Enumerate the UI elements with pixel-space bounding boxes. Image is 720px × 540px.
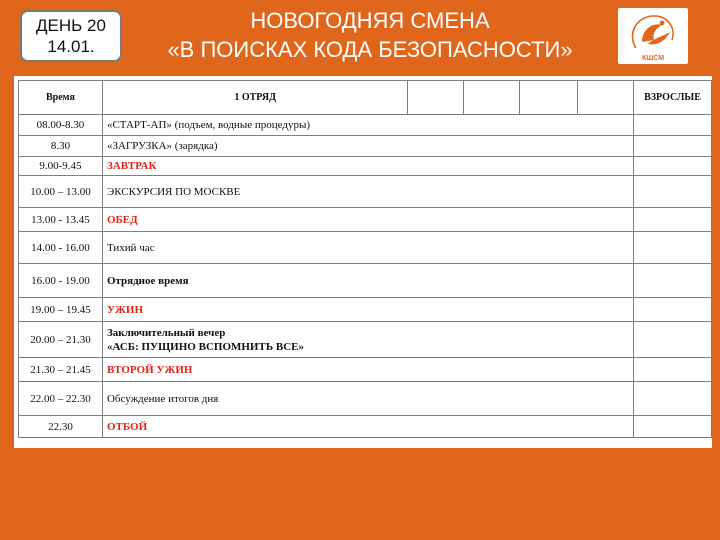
day-label: ДЕНЬ 20 <box>36 16 106 35</box>
row-time: 8.30 <box>19 136 103 157</box>
row-activity: УЖИН <box>102 298 633 322</box>
table-row <box>19 322 712 358</box>
row-adults-cell <box>633 157 711 176</box>
page-title <box>130 6 610 64</box>
row-activity: «СТАРТ-АП» (подъем, водные процедуры) <box>102 115 633 136</box>
row-time: 21.30 – 21.45 <box>19 358 103 382</box>
table-row <box>19 136 712 157</box>
logo <box>618 8 688 64</box>
schedule-sheet <box>14 76 712 448</box>
row-activity: Обсуждение итогов дня <box>102 382 633 416</box>
table-row <box>19 264 712 298</box>
row-activity: Отрядное время <box>102 264 633 298</box>
row-adults-cell <box>633 322 711 358</box>
row-adults-cell <box>633 136 711 157</box>
day-badge <box>20 10 122 62</box>
row-adults-cell <box>633 208 711 232</box>
row-adults-cell <box>633 358 711 382</box>
header-empty-cell <box>464 81 520 115</box>
table-row <box>19 115 712 136</box>
row-adults-cell <box>633 382 711 416</box>
row-activity: Тихий час <box>102 232 633 264</box>
row-activity <box>102 322 633 358</box>
row-adults-cell <box>633 115 711 136</box>
row-time: 16.00 - 19.00 <box>19 264 103 298</box>
row-time: 08.00-8.30 <box>19 115 103 136</box>
row-time: 20.00 – 21.30 <box>19 322 103 358</box>
header-empty-cell <box>578 81 634 115</box>
row-activity: «ЗАГРУЗКА» (зарядка) <box>102 136 633 157</box>
header-group1: 1 ОТРЯД <box>102 81 407 115</box>
table-header-row <box>19 81 712 115</box>
row-adults-cell <box>633 416 711 438</box>
row-activity: ОТБОЙ <box>102 416 633 438</box>
row-adults-cell <box>633 176 711 208</box>
title-line-2: «В ПОИСКАХ КОДА БЕЗОПАСНОСТИ» <box>167 37 573 62</box>
title-line-1: НОВОГОДНЯЯ СМЕНА <box>250 8 490 33</box>
header-empty-cell <box>520 81 578 115</box>
table-row <box>19 232 712 264</box>
header-adults: ВЗРОСЛЫЕ <box>633 81 711 115</box>
row-time: 22.30 <box>19 416 103 438</box>
row-adults-cell <box>633 232 711 264</box>
row-time: 19.00 – 19.45 <box>19 298 103 322</box>
row-activity-line-2: «АСБ: ПУЩИНО ВСПОМНИТЬ ВСЕ» <box>106 340 304 353</box>
table-row <box>19 176 712 208</box>
row-adults-cell <box>633 298 711 322</box>
table-row <box>19 157 712 176</box>
row-time: 22.00 – 22.30 <box>19 382 103 416</box>
row-time: 10.00 – 13.00 <box>19 176 103 208</box>
row-activity-line-1: Заключительный вечер <box>106 326 226 339</box>
schedule-table <box>18 80 712 438</box>
logo-text: КШСМ <box>641 55 665 62</box>
table-row <box>19 298 712 322</box>
row-activity: ОБЕД <box>102 208 633 232</box>
header-empty-cell <box>408 81 464 115</box>
bird-leaf-logo-icon <box>618 8 688 64</box>
row-adults-cell <box>633 264 711 298</box>
row-activity: ВТОРОЙ УЖИН <box>102 358 633 382</box>
header-time: Время <box>19 81 103 115</box>
row-time: 9.00-9.45 <box>19 157 103 176</box>
row-activity: ЭКСКУРСИЯ ПО МОСКВЕ <box>102 176 633 208</box>
table-row <box>19 382 712 416</box>
table-row <box>19 416 712 438</box>
table-row <box>19 208 712 232</box>
day-date: 14.01. <box>47 37 95 56</box>
row-time: 13.00 - 13.45 <box>19 208 103 232</box>
row-activity: ЗАВТРАК <box>102 157 633 176</box>
table-row <box>19 358 712 382</box>
row-time: 14.00 - 16.00 <box>19 232 103 264</box>
